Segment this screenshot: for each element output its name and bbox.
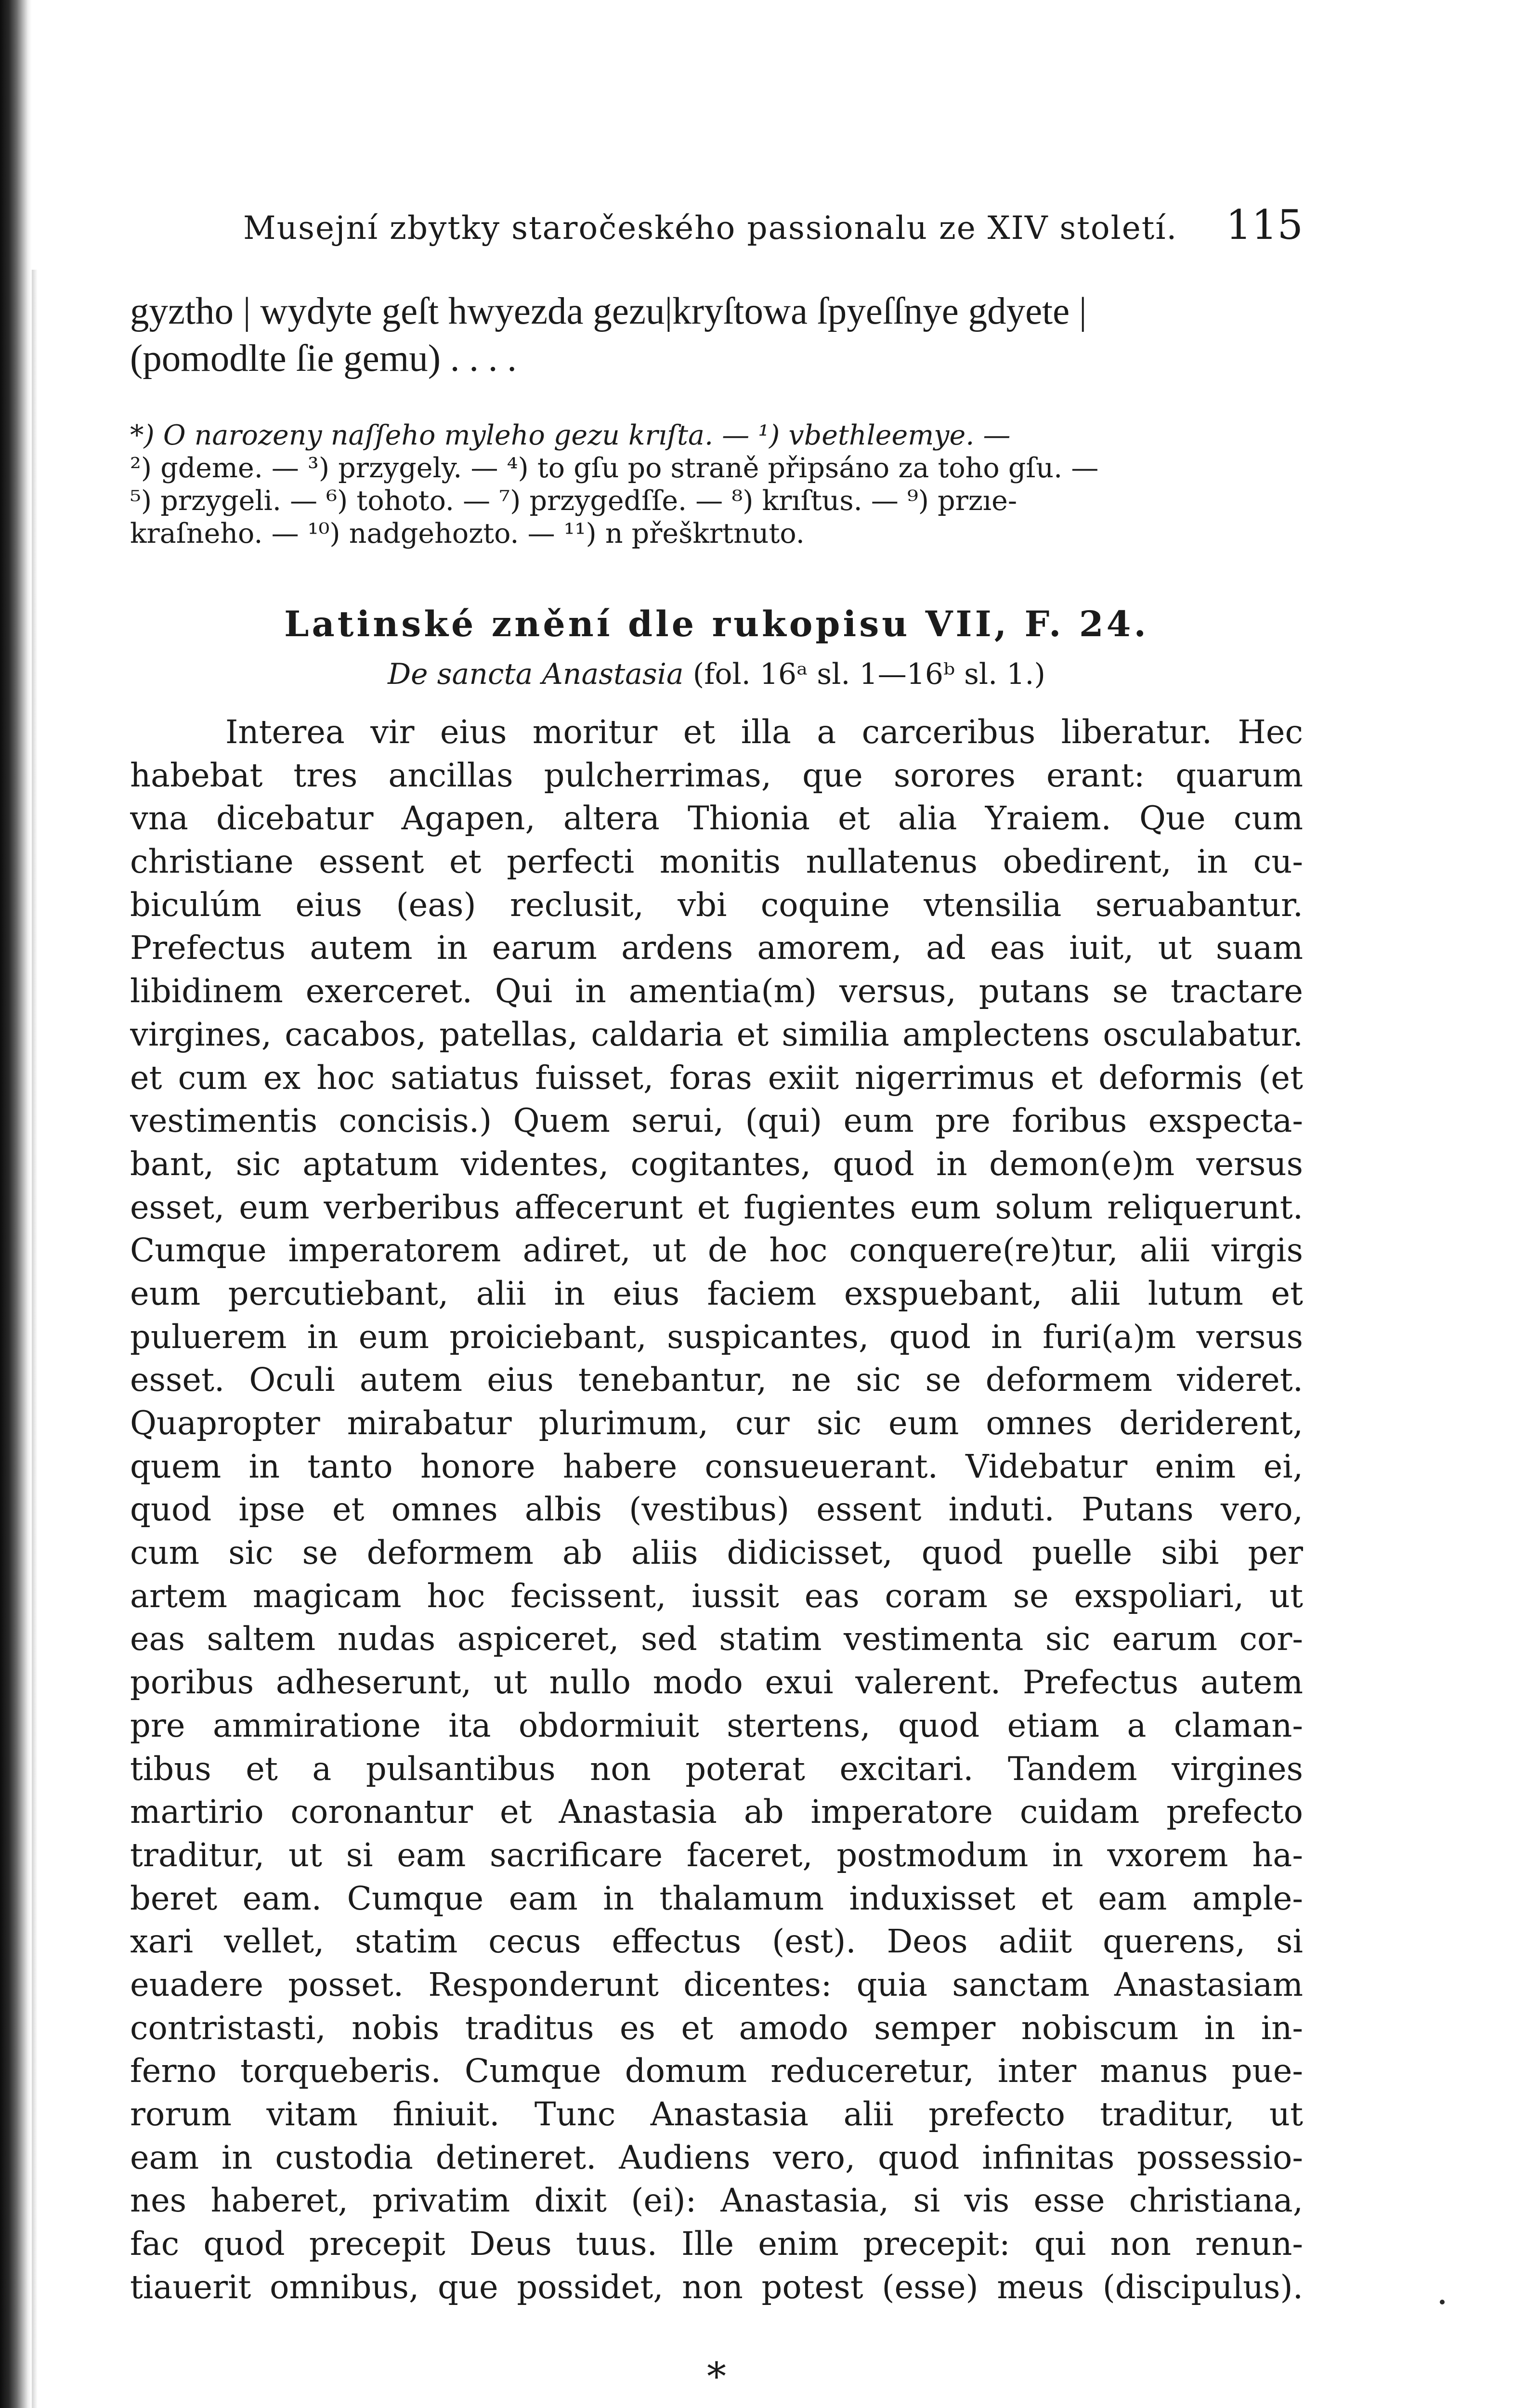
text-line: vestimentis concisis.) Quem serui, (qui) eum pre foribus exspecta- xyxy=(130,1102,1303,1140)
text-line: bant, sic aptatum videntes, cogitantes, quod in demon(e)m versus xyxy=(130,1145,1303,1183)
text-line: Prefectus autem in earum ardens amorem, ad eas iuit, ut suam xyxy=(130,929,1303,967)
text-line: christiane essent et perfecti monitis nullatenus obedirent, in cu- xyxy=(130,843,1303,881)
text-line: habebat tres ancillas pulcherrimas, que sorores erant: quarum xyxy=(130,756,1303,794)
text-line: esset, eum verberibus affecerunt et fugientes eum solum reliquerunt. xyxy=(130,1188,1303,1226)
scan-spine-shadow xyxy=(0,0,32,2408)
section-subtitle xyxy=(130,657,1303,691)
text-line: Interea vir eius moritur et illa a carceribus liberatur. Hec xyxy=(225,713,1303,751)
text-line: pre ammiratione ita obdormiuit stertens, quod etiam a claman- xyxy=(130,1706,1303,1744)
footnote-line: *) O narozeny naſſeho myleho gezu krıſta. — ¹) vbethleemye. — xyxy=(130,419,1011,451)
scan-gutter-edge xyxy=(32,270,38,2408)
text-line: traditur, ut si eam sacrificare faceret, postmodum in vxorem ha- xyxy=(130,1836,1303,1874)
text-line: quod ipse et omnes albis (vestibus) essent induti. Putans vero, xyxy=(130,1491,1303,1529)
text-line: artem magicam hoc fecissent, iussit eas coram se exspoliari, ut xyxy=(130,1577,1303,1615)
page-number: 115 xyxy=(1226,201,1303,249)
text-line: martirio coronantur et Anastasia ab imperatore cuidam prefecto xyxy=(130,1793,1303,1831)
text-line: esset. Oculi autem eius tenebantur, ne sic se deformem videret. xyxy=(130,1361,1303,1399)
footnotes xyxy=(130,419,1303,550)
text-line: nes haberet, privatim dixit (ei): Anastasia, si vis esse christiana, xyxy=(130,2182,1303,2220)
text-line: vna dicebatur Agapen, altera Thionia et alia Yraiem. Que cum xyxy=(130,799,1303,838)
footnote-line: ⁵) przygeli. — ⁶) tohoto. — ⁷) przygedſſe. — ⁸) krıſtus. — ⁹) przıe- xyxy=(130,485,1017,517)
folio-reference: (fol. 16ᵃ sl. 1—16ᵇ sl. 1.) xyxy=(692,657,1045,691)
text-line: rorum vitam finiuit. Tunc Anastasia alii prefecto traditur, ut xyxy=(130,2095,1303,2133)
old-czech-verse xyxy=(130,288,1303,382)
text-line: xari vellet, statim cecus effectus (est). Deos adiit querens, si xyxy=(130,1923,1303,1961)
text-line: fac quod precepit Deus tuus. Ille enim precepit: qui non renun- xyxy=(130,2225,1303,2263)
book-page xyxy=(130,0,1303,2408)
text-line: euadere posset. Responderunt dicentes: quia sanctam Anastasiam xyxy=(130,1965,1303,2003)
text-line: et cum ex hoc satiatus fuisset, foras exiit nigerrimus et deformis (et xyxy=(130,1059,1303,1097)
text-line: puluerem in eum proiciebant, suspicantes, quod in furi(a)m versus xyxy=(130,1318,1303,1356)
latin-body-text xyxy=(130,711,1303,2309)
scan-speck xyxy=(1440,2300,1445,2304)
text-line: virgines, cacabos, patellas, caldaria et similia amplectens osculabatur. xyxy=(130,1015,1303,1053)
text-line: Cumque imperatorem adiret, ut de hoc conquere(re)tur, alii virgis xyxy=(130,1231,1303,1269)
verse-line: gyztho | wydyte geſt hwyezda gezu|kryſtowa ſpyeſſnye gdyete | xyxy=(130,290,1087,332)
text-line: tibus et a pulsantibus non poterat excitari. Tandem virgines xyxy=(130,1750,1303,1788)
text-line: Quapropter mirabatur plurimum, cur sic eum omnes deriderent, xyxy=(130,1404,1303,1442)
text-line: contristasti, nobis traditus es et amodo semper nobiscum in in- xyxy=(130,2009,1303,2047)
running-title: Musejní zbytky staročeského passionalu ze XIV století. xyxy=(243,209,1178,247)
text-line: quem in tanto honore habere consueuerant. Videbatur enim ei, xyxy=(130,1447,1303,1485)
verse-line: (pomodlte ſie gemu) . . . . xyxy=(130,338,517,380)
saint-title: De sancta Anastasia xyxy=(388,657,684,691)
text-line: eas saltem nudas aspiceret, sed statim vestimenta sic earum cor- xyxy=(130,1620,1303,1658)
text-line: biculúm eius (eas) reclusit, vbi coquine vtensilia seruabantur. xyxy=(130,886,1303,924)
text-line: cum sic se deformem ab aliis didicisset, quod puelle sibi per xyxy=(130,1534,1303,1572)
signature-mark: * xyxy=(707,2354,726,2399)
text-line: libidinem exerceret. Qui in amentia(m) versus, putans se tractare xyxy=(130,972,1303,1010)
footnote-line: ²) gdeme. — ³) przygely. — ⁴) to gſu po straně připsáno za toho gſu. — xyxy=(130,452,1099,484)
running-header xyxy=(243,201,1303,249)
text-line: beret eam. Cumque eam in thalamum induxisset et eam ample- xyxy=(130,1879,1303,1917)
text-line: ferno torqueberis. Cumque domum reduceretur, inter manus pue- xyxy=(130,2052,1303,2090)
footnote-line: kraſneho. — ¹⁰) nadgehozto. — ¹¹) n přeškrtnuto. xyxy=(130,518,805,550)
text-line: poribus adheserunt, ut nullo modo exui valerent. Prefectus autem xyxy=(130,1663,1303,1701)
text-line: tiauerit omnibus, que possidet, non potest (esse) meus (discipulus). xyxy=(130,2268,1303,2306)
text-line: eum percutiebant, alii in eius faciem exspuebant, alii lutum et xyxy=(130,1274,1303,1312)
section-heading: Latinské znění dle rukopisu VII, F. 24. xyxy=(284,603,1149,645)
text-line: eam in custodia detineret. Audiens vero, quod infinitas possessio- xyxy=(130,2138,1303,2176)
